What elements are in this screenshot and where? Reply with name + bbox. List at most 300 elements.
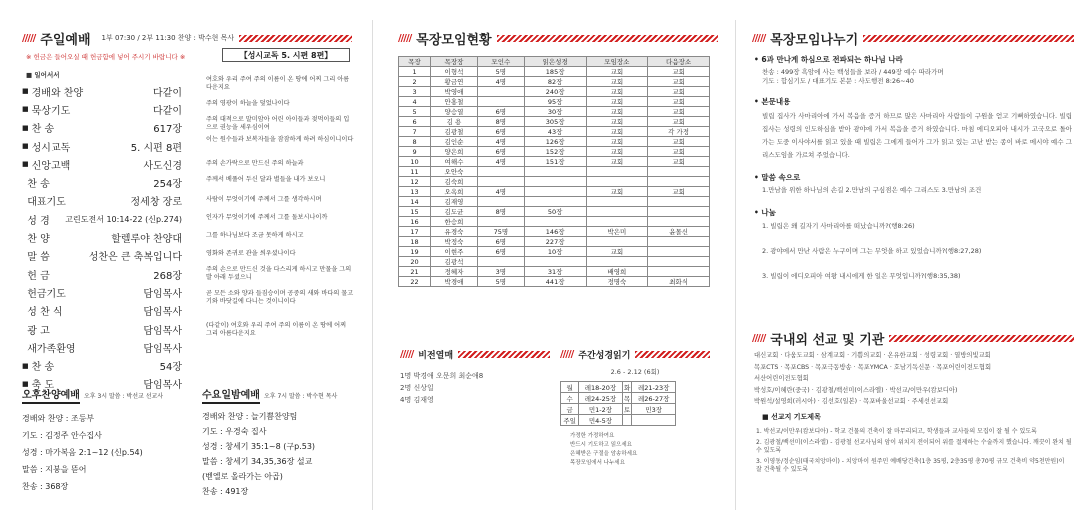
cell-status-header [398, 30, 718, 46]
vision-fruit-title: 비전열매 [418, 350, 454, 361]
offering-notice: ※ 헌금은 들어오실 때 헌금함에 넣어 주시기 바랍니다 ※ [26, 53, 186, 61]
mission-line: 박원석/설영희(러시아) · 김선호(일본) · 목포바울선교회 · 주세선선교회 [754, 398, 949, 405]
worship-order-value: 다같이 [153, 105, 182, 117]
reading-cell [622, 415, 632, 426]
table-cell: 3 [399, 87, 431, 97]
table-cell: 10장 [524, 247, 586, 257]
weekly-reading-title: 주간성경읽기 [578, 350, 631, 361]
table-cell: 교회 [586, 127, 648, 137]
wednesday-line: 찬송 : 491장 [202, 487, 249, 496]
table-row [399, 257, 710, 267]
reading-cell: 목 [623, 394, 631, 403]
table-cell: 김재영 [431, 197, 478, 207]
table-cell: 교회 [648, 157, 710, 167]
table-cell: 교회 [648, 117, 710, 127]
slash-decoration: ///// [400, 348, 414, 360]
table-cell: 6명 [477, 127, 524, 137]
table-cell: 18 [399, 237, 431, 247]
bullet-icon [22, 270, 24, 278]
worship-order-value: 다같이 [153, 87, 182, 99]
table-cell: 31장 [524, 267, 586, 277]
bullet-icon [22, 179, 24, 187]
worship-order-key [22, 267, 50, 282]
table-cell: 김광석 [431, 257, 478, 267]
table-cell: 146장 [524, 227, 586, 237]
table-cell [477, 177, 524, 187]
responsive-reading-box: 【성시교독 5. 시편 8편】 [222, 48, 350, 62]
afternoon-line: 말씀 : 지붕을 뜯어 [22, 465, 87, 474]
worship-order-value: 617장 [153, 124, 182, 136]
table-cell: 4명 [477, 77, 524, 87]
worship-order-key [22, 230, 50, 245]
table-cell: 정혜자 [431, 267, 478, 277]
table-cell: 30장 [524, 107, 586, 117]
worship-order-value: 54장 [159, 362, 182, 374]
table-cell: 8명 [477, 207, 524, 217]
vision-line: 1명 박경애 오문희 최순애8 [400, 372, 484, 380]
reading-verse: 주의 손으로 만드신 것을 다스리게 하시고 만물을 그의 발 아래 두셨으니 [206, 266, 352, 281]
table-cell [524, 177, 586, 187]
table-row [399, 97, 710, 107]
table-cell [586, 167, 648, 177]
into-word-heading: • 말씀 속으로 [754, 173, 801, 182]
table-cell: 4명 [477, 137, 524, 147]
reading-row [561, 404, 676, 415]
reading-note: 가정한 가정하여요 [570, 433, 615, 439]
table-row [399, 67, 710, 77]
reading-cell: 레21-23장 [632, 382, 676, 393]
weekly-bible-reading [560, 346, 710, 468]
table-cell: 교회 [648, 97, 710, 107]
table-cell [524, 197, 586, 207]
table-cell: 김숙희 [431, 177, 478, 187]
worship-order-value: 사도신경 [143, 160, 182, 172]
slash-decoration: ///// [22, 32, 36, 44]
table-cell [586, 217, 648, 227]
worship-order-key [22, 175, 50, 190]
table-cell: 교회 [648, 67, 710, 77]
table-cell: 김 용 [431, 117, 478, 127]
table-cell [648, 167, 710, 177]
table-cell: 정명숙 [586, 277, 648, 287]
table-cell: 박경애 [431, 277, 478, 287]
stripe-decoration [635, 351, 710, 358]
worship-order-label: 묵상기도 [31, 105, 71, 117]
reading-verse: 사람이 무엇이기에 주께서 그를 생각하시며 [206, 196, 322, 203]
worship-order-key [22, 285, 66, 300]
reading-verse: 그를 하나님보다 조금 못하게 하시고 [206, 232, 304, 239]
bullet-icon: ■ [22, 160, 29, 169]
sharing-question-2: 2. 광야에서 만난 사람은 누구이며 그는 무엇을 하고 있었습니까?(행8:27,28) [762, 247, 982, 255]
worship-order-label: 광 고 [27, 325, 50, 337]
reading-cell: 레26-27장 [632, 393, 676, 404]
table-cell: 김인순 [431, 137, 478, 147]
table-cell: 교회 [586, 157, 648, 167]
bullet-icon: ■ [22, 142, 29, 151]
vision-line: 2명 신상일 [400, 384, 434, 392]
table-cell: 5명 [477, 277, 524, 287]
table-cell: 유경숙 [431, 227, 478, 237]
table-cell [477, 97, 524, 107]
worship-order-label: 찬 송 [27, 179, 50, 191]
table-row [399, 197, 710, 207]
reading-cell: 주일 [561, 415, 579, 426]
cell-sharing-title: 목장모임나누기 [770, 32, 859, 48]
afternoon-line: 성경 : 마가복음 2:1~12 (신p.54) [22, 448, 143, 457]
table-cell: 22 [399, 277, 431, 287]
table-header: 모인수 [477, 57, 524, 67]
table-header: 모임장소 [586, 57, 648, 67]
worship-order-item [22, 192, 182, 210]
table-cell: 배영희 [586, 267, 648, 277]
table-row [399, 87, 710, 97]
vision-fruit [400, 346, 550, 406]
table-cell: 교회 [586, 97, 648, 107]
afternoon-worship-title: 오후찬양예배 [22, 386, 80, 404]
reading-cell: 월 [561, 382, 579, 393]
stand-up-label: ■ 일어서서 [26, 71, 60, 79]
reading-verse: 영화와 존귀로 관을 씌우셨나이다 [206, 250, 296, 257]
bullet-icon [22, 215, 24, 223]
worship-order-value: 254장 [153, 179, 182, 191]
table-cell [477, 197, 524, 207]
worship-order-value: 5. 시편 8편 [130, 142, 182, 154]
worship-order-key [22, 157, 70, 172]
worship-order-key [22, 120, 54, 135]
table-cell [477, 217, 524, 227]
table-cell: 박정숙 [431, 237, 478, 247]
table-row [399, 247, 710, 257]
wednesday-worship-sub: 오후 7시 말씀 : 박수현 목사 [263, 393, 338, 400]
table-cell: 6명 [477, 237, 524, 247]
bullet-icon: ■ [22, 105, 29, 114]
table-row [399, 187, 710, 197]
mission-line: 대신교회 · 다움도교회 · 삼계교회 · 기쁨의교회 · 온유한교회 · 성령교회 · 열방의빛교회 [754, 352, 991, 359]
table-cell: 이형석 [431, 67, 478, 77]
table-cell: 교회 [648, 107, 710, 117]
afternoon-worship [22, 386, 182, 495]
table-cell: 9 [399, 147, 431, 157]
afternoon-line: 기도 : 김정주 안수집사 [22, 431, 102, 440]
table-row [399, 207, 710, 217]
worship-order-label: 헌금기도 [27, 288, 66, 300]
worship-order-label: 신앙고백 [31, 160, 71, 172]
table-cell [586, 177, 648, 187]
table-cell: 5명 [477, 67, 524, 77]
worship-order-value: 성찬은 큰 축복입니다 [88, 252, 182, 264]
worship-order-key [22, 340, 76, 355]
table-row [399, 267, 710, 277]
table-cell: 152장 [524, 147, 586, 157]
table-cell: 양은희 [431, 147, 478, 157]
prayer-title [762, 412, 821, 422]
lesson-section [754, 54, 1072, 281]
bullet-icon [22, 288, 24, 296]
worship-order-label: 찬 송 [31, 362, 55, 374]
table-row [399, 137, 710, 147]
table-row [399, 77, 710, 87]
table-cell [648, 257, 710, 267]
table-cell: 20 [399, 257, 431, 267]
table-row [399, 217, 710, 227]
table-cell [648, 197, 710, 207]
worship-order-key [22, 84, 83, 99]
reading-cell [632, 415, 676, 426]
table-cell: 2 [399, 77, 431, 87]
table-cell [524, 167, 586, 177]
stripe-decoration [889, 335, 1074, 342]
table-cell [586, 207, 648, 217]
bullet-icon: ■ [22, 361, 29, 370]
worship-order-value: 정세창 장로 [130, 197, 182, 209]
table-cell: 교회 [586, 247, 648, 257]
table-cell: 교회 [586, 67, 648, 77]
page-divider [735, 20, 736, 510]
prayer-list [756, 428, 1072, 477]
passage-text: 빌립 집사가 사마리아에 가서 복음을 증거 하므로 많은 사마리아 사람들이 구원을 얻고 기뻐하였습니다. 빌립 집사는 성령의 인도하심을 받아 광야에 가서 복음을 증거 하였습니다. 마침 에디오피아 내시가 고국으로 돌아가는 도중 이사야서를 읽고 있을 때 빌립은 그에게 들어가 그가 읽고 있는 고난 받는 종이 바로 메시야 예수 그리스도임을 가르쳐 주었습니다. [762, 112, 1072, 159]
reading-row [561, 415, 676, 426]
worship-order-item [22, 247, 182, 265]
cell-status-panel [398, 0, 718, 516]
worship-order-label: 성 찬 식 [27, 307, 63, 319]
worship-order-key [22, 358, 54, 373]
worship-order-label: 새가족환영 [27, 343, 76, 355]
worship-order-item [22, 320, 182, 338]
table-row [399, 107, 710, 117]
reading-cell: 금 [561, 404, 579, 415]
wednesday-line: 경배와 찬양 : 늘기쁨찬양팀 [202, 412, 298, 421]
weekly-reading-table [560, 381, 676, 426]
reading-verse: (다같이) 여호와 우리 주여 주의 이름이 온 땅에 어찌 그리 아름다운지요 [206, 322, 347, 337]
worship-order-key [22, 212, 50, 227]
table-cell: 1 [399, 67, 431, 77]
reading-note: 목장모임에서 나누세요 [570, 460, 625, 466]
table-cell: 4명 [477, 157, 524, 167]
table-cell: 교회 [586, 137, 648, 147]
table-cell: 안홍철 [431, 97, 478, 107]
table-cell: 11 [399, 167, 431, 177]
reading-verse: 여호와 우리 주여 주의 이름이 온 땅에 어찌 그리 아름다운지요 [206, 76, 350, 91]
table-cell: 4명 [477, 187, 524, 197]
worship-order-label: 경배와 찬양 [31, 87, 84, 99]
mission-list [754, 350, 1072, 408]
worship-order-label: 찬 양 [27, 234, 50, 246]
reading-cell: 레24-25장 [579, 393, 623, 404]
table-row [399, 167, 710, 177]
prayer-item: 3. 이영동/정순임(태국치앙마이) - 치앙마이 원주민 예배당건축(1층 35평, 2층35평 총70평 규모 건축비 약5천만원)이 잘 건축될 수 있도록 [756, 458, 1065, 473]
reading-note: 반드시 기도하고 읽으세요 [570, 442, 632, 448]
bullet-icon: ■ [22, 87, 29, 96]
reading-cell: 민4-5장 [579, 415, 623, 426]
table-cell [648, 217, 710, 227]
cell-sharing-panel [752, 0, 1074, 516]
stripe-decoration [497, 35, 718, 42]
worship-order-key [22, 303, 63, 318]
wednesday-line: 기도 : 우경숙 집사 [202, 427, 267, 436]
worship-order-value: 담임목사 [143, 343, 182, 355]
table-cell [524, 257, 586, 267]
table-cell: 3명 [477, 267, 524, 277]
worship-order-item [22, 137, 182, 155]
reading-verse: 인자가 무엇이기에 주께서 그를 돌보시나이까 [206, 214, 328, 221]
afternoon-line: 경배와 찬양 : 조등부 [22, 414, 95, 423]
worship-order-item [22, 155, 182, 173]
reading-verse: 곧 모든 소와 양과 들짐승이며 공중의 새와 바다의 물고기와 바닷길에 다니는 것이니이다 [206, 290, 354, 305]
table-cell: 교회 [586, 147, 648, 157]
cell-sharing-header [752, 30, 1074, 46]
wednesday-line: (벧엘로 올라가는 아곱) [202, 472, 283, 481]
bullet-icon [22, 325, 24, 333]
worship-order-value: 담임목사 [143, 288, 182, 300]
table-cell: 16 [399, 217, 431, 227]
worship-order-item [22, 210, 182, 228]
table-cell [586, 197, 648, 207]
table-cell: 김도균 [431, 207, 478, 217]
reading-row [561, 393, 676, 404]
reading-cell: 레18-20장 [579, 382, 623, 393]
mission-title: 국내외 선교 및 기관 [770, 332, 885, 348]
table-cell: 441장 [524, 277, 586, 287]
worship-order-value: 담임목사 [143, 380, 182, 392]
reading-cell: 민3장 [632, 404, 676, 415]
sunday-worship-header [22, 30, 352, 46]
reading-note: 은혜받은 구절을 암송하세요 [570, 451, 638, 457]
table-cell [477, 257, 524, 267]
table-cell: 19 [399, 247, 431, 257]
into-word-text: 1.만남을 위한 하나님의 손길 2.만남의 구심점은 예수 그리스도 3.만남의 조건 [762, 186, 982, 194]
prayer-item: 2. 김광철/백선미(이스라엘) - 김광철 선교사님의 암이 위치지 전이되어 위를 절제하는 수술까지 했습니다. 깨끗이 완치 될 수 있도록 [756, 439, 1072, 454]
worship-order-item [22, 100, 182, 118]
worship-order-list [22, 82, 182, 393]
weekly-reading-range: 2.6 - 2.12 (6회) [610, 368, 660, 376]
table-cell: 김광철 [431, 127, 478, 137]
worship-order-label: 성시교독 [31, 142, 71, 154]
table-cell: 교회 [586, 107, 648, 117]
table-cell: 15 [399, 207, 431, 217]
table-cell: 7 [399, 127, 431, 137]
table-cell [477, 87, 524, 97]
table-cell [524, 217, 586, 227]
mission-line: 박성호/이혜란(중국) · 김광철/백선미(이스라엘) · 박선교/이만우(캄보디아) [754, 386, 958, 394]
wednesday-worship [202, 386, 352, 500]
worship-order-value: 268장 [153, 270, 182, 282]
reading-verse: 주의 영광이 하늘을 덮었나이다 [206, 100, 290, 107]
sunday-worship-times: 1부 07:30 / 2부 11:30 찬양 : 박수현 목사 [101, 34, 235, 42]
table-row [399, 127, 710, 137]
stripe-decoration [458, 351, 550, 358]
slash-decoration: ///// [752, 32, 766, 44]
sharing-question-1: 1. 빌립은 왜 길자기 사마리아를 떠났습니까?(행8:26) [762, 222, 915, 230]
lesson-prayer: 기도 : 합심기도 / 대표기도 본문 : 사도행전 8:26~40 [762, 77, 914, 85]
worship-order-label: 성 경 [27, 215, 50, 227]
table-cell: 6명 [477, 107, 524, 117]
passage-heading: • 본문내용 [754, 97, 791, 106]
worship-order-label: 대표기도 [27, 197, 66, 209]
table-cell [586, 237, 648, 247]
bullet-icon [22, 197, 24, 205]
table-row [399, 147, 710, 157]
table-cell: 14 [399, 197, 431, 207]
worship-order-value: 담임목사 [143, 307, 182, 319]
worship-order-label: 축 도 [31, 380, 55, 392]
table-header: 목장장 [431, 57, 478, 67]
table-cell [648, 267, 710, 277]
reading-verse: 주의 대적으로 말미암아 어린 아이들과 젖먹이들의 입으로 권능을 세우심이여 [206, 116, 350, 131]
table-cell: 8 [399, 137, 431, 147]
table-cell: 교회 [648, 77, 710, 87]
worship-order-item [22, 82, 182, 100]
reading-cell: 수 [561, 393, 579, 404]
table-cell: 240장 [524, 87, 586, 97]
table-cell: 6명 [477, 247, 524, 257]
table-cell: 교회 [648, 87, 710, 97]
table-cell: 최화식 [648, 277, 710, 287]
bullet-icon [22, 343, 24, 351]
bullet-icon [22, 307, 24, 315]
vision-line: 4명 김재영 [400, 396, 434, 404]
slash-decoration: ///// [752, 332, 766, 344]
stripe-decoration [863, 35, 1074, 42]
table-cell: 교회 [648, 137, 710, 147]
table-cell: 이현주 [431, 247, 478, 257]
table-cell: 227장 [524, 237, 586, 247]
afternoon-worship-sub: 오후 3시 말씀 : 박선교 선교사 [83, 393, 164, 400]
table-cell: 75명 [477, 227, 524, 237]
worship-order-value: 할렐루야 찬양대 [111, 234, 182, 246]
table-cell: 교회 [648, 147, 710, 157]
table-cell: 황금연 [431, 77, 478, 87]
table-cell: 여해수 [431, 157, 478, 167]
sunday-worship-title: 주일예배 [40, 32, 91, 48]
wednesday-line: 성경 : 창세기 35:1~8 (구p.53) [202, 442, 316, 451]
table-cell: 양승열 [431, 107, 478, 117]
table-cell: 오안숙 [431, 167, 478, 177]
table-cell: 126장 [524, 137, 586, 147]
worship-order-item [22, 338, 182, 356]
prayer-title-text: 선교지 기도제목 [771, 413, 821, 421]
worship-order-item [22, 265, 182, 283]
table-cell: 13 [399, 187, 431, 197]
reading-verse: 주께서 베풀어 두신 달과 별들을 내가 보오니 [206, 176, 326, 183]
bullet-icon: ■ [22, 123, 29, 132]
worship-order-key [22, 102, 70, 117]
mission-line: 서산어린이전도협회 [754, 375, 809, 382]
table-cell: 21 [399, 267, 431, 277]
worship-order-key [22, 248, 50, 263]
reading-cell: 화 [623, 383, 631, 392]
table-cell: 윤몰신 [648, 227, 710, 237]
prayer-item: 1. 박선교/이만우(캄보디아) - 학교 건물의 건축이 잘 마무리되고, 학생들과 교사들의 모집이 잘 될 수 있도록 [756, 428, 1037, 435]
table-cell: 43장 [524, 127, 586, 137]
slash-decoration: ///// [560, 348, 574, 360]
bullet-icon [22, 234, 24, 242]
bullet-icon [22, 252, 24, 260]
worship-order-label: 말 씀 [27, 252, 50, 264]
table-cell: 교회 [586, 87, 648, 97]
table-cell [648, 177, 710, 187]
table-cell: 4 [399, 97, 431, 107]
table-cell [586, 257, 648, 267]
table-cell: 교회 [586, 187, 648, 197]
table-header: 읽은성경 [524, 57, 586, 67]
table-cell: 6명 [477, 147, 524, 157]
table-cell: 305장 [524, 117, 586, 127]
table-cell [648, 247, 710, 257]
afternoon-line: 찬송 : 368장 [22, 482, 69, 491]
table-header: 목장 [399, 57, 431, 67]
table-cell: 5 [399, 107, 431, 117]
slash-decoration: ///// [398, 32, 412, 44]
